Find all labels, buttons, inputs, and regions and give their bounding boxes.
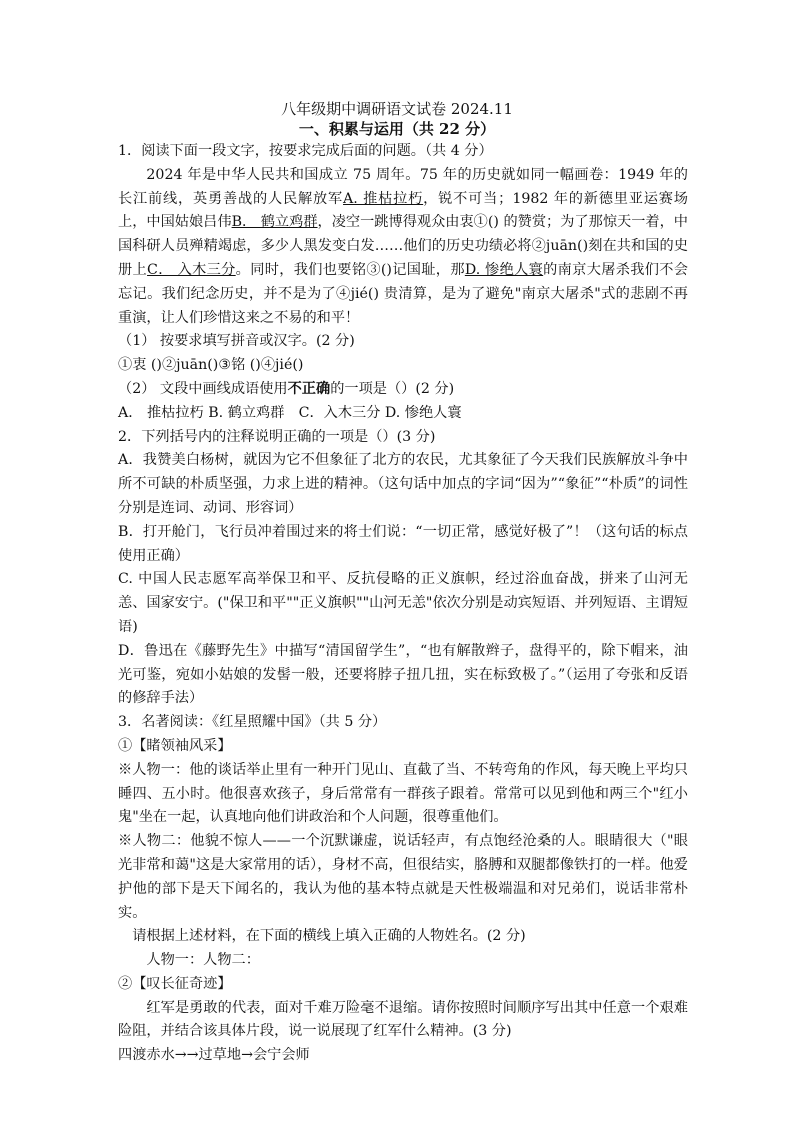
question-3-name-blanks: 人物一：人物二： (146, 952, 260, 969)
underlined-idiom-b: B． 鹤立鸡群 (231, 214, 318, 231)
question-1-passage: 2024 年是中华人民共和国成立 75 周年。75 年的历史就如同一幅画卷：1949 年的长江前线，英勇善战的人民解放军A. 推枯拉朽，锐不可当；1982 年的新德里亚运赛场上，中国姑娘吕伟B． 鹤立鸡群，凌空一跳博得观众由衷①() 的赞赏；为了那惊天一着，中国科研人员殚精竭虑，多少人黑发变白发……他们的历史功绩必将②juān()刻在共和国的史册上C． 入木三分。同时，我们也要铭③()记国耻，那D. 惨绝人寰的南京大屠杀我们不会忘记。我们纪念历史，并不是为了④jié() 贵清算，是为了避免"南京大屠杀"式的悲剧不再重演，让人们珍惜这来之不易的和平！ (118, 166, 688, 326)
question-3-route: 四渡赤水→→过草地→会宁会师 (118, 1047, 310, 1064)
question-3-instruction: 请根据上述材料，在下面的横线上填入正确的人物姓名。(2 分) (132, 928, 526, 945)
question-1-sub2-stem: （2） 文段中画线成语使用不正确的一项是（）(2 分) (118, 380, 455, 397)
exam-title: 八年级期中调研语文试卷 2024.11 (281, 100, 513, 118)
question-1-stem: 1．阅读下面一段文字，按要求完成后面的问题。（共 4 分） (118, 143, 493, 159)
question-2-option-b: B．打开舱门，飞行员冲着围过来的将士们说：“一切正常，感觉好极了”！（这句话的标点使用正确） (118, 523, 688, 564)
question-3-part2-text: 红军是勇敢的代表，面对千难万险毫不退缩。请你按照时间顺序写出其中任意一个艰难险阻，并结合该具体片段，说一说展现了红军什么精神。(3 分) (118, 999, 688, 1040)
question-1-sub1-answer: ①衷 ()②juān()③铭 ()④jié() (118, 357, 304, 374)
underlined-idiom-c: C． 入木三分 (147, 261, 236, 278)
question-3-part2-title: ②【叹长征奇迹】 (118, 975, 232, 992)
section-heading: 一、积累与运用（共 22 分） (298, 120, 496, 138)
question-1-sub2-options: A． 推枯拉朽 B. 鹤立鸡群 C．入木三分 D. 惨绝人寰 (118, 404, 462, 421)
question-3-person-1: ※人物一：他的谈话举止里有一种开门见山、直截了当、不转弯角的作风，每天晚上平均只睡四、五小时。他很喜欢孩子，身后常常有一群孩子跟着。常常可以见到他和两三个"红小鬼"坐在一起，认真地向他们讲政治和个人问题，很尊重他们。 (118, 761, 688, 826)
question-2-option-a: A．我赞美白杨树，就因为它不但象征了北方的农民，尤其象征了今天我们民族解放斗争中所不可缺的朴质坚强，力求上进的精神。（这句话中加点的字词“因为”“象征”“朴质”的词性分别是连词、动词、形容词） (118, 452, 688, 516)
question-2-stem: 2．下列括号内的注释说明正确的一项是（）(3 分) (118, 428, 436, 445)
question-3-person-2: ※人物二：他貌不惊人——一个沉默谦虚，说话轻声，有点饱经沧桑的人。眼睛很大（"眼光非常和蔼"这是大家常用的话），身材不高，但很结实，胳膊和双腿都像铁打的一样。他爱护他的部下是天下闻名的，我认为他的基本特点就是天性极端温和对兄弟们，说话非常朴实。 (118, 833, 688, 921)
underlined-idiom-d: D. 惨绝人寰 (464, 261, 544, 278)
question-1-sub1-stem: （1） 按要求填写拼音或汉字。(2 分) (118, 333, 355, 350)
question-2-option-c: C. 中国人民志愿军高举保卫和平、反抗侵略的正义旗帜，经过浴血奋战，拼来了山河无恙、国家安宁。("保卫和平""正义旗帜""山河无恙"依次分别是动宾短语、并列短语、主谓短语) (118, 571, 688, 635)
exam-body (118, 140, 688, 1068)
question-3-part1-title: ①【睹领袖风采】 (118, 737, 232, 754)
question-3-stem: 3．名著阅读：《红星照耀中国》（共 5 分） (118, 714, 387, 731)
question-2-option-d: D．鲁迅在《藤野先生》中描写“清国留学生”，“也有解散辫子，盘得平的，除下帽来，油光可鉴，宛如小姑娘的发髻一般，还要将脖子扭几扭，实在标致极了。”（运用了夸张和反语的修辞手法） (118, 642, 688, 707)
underlined-idiom-a: A. 推枯拉朽 (343, 190, 424, 207)
